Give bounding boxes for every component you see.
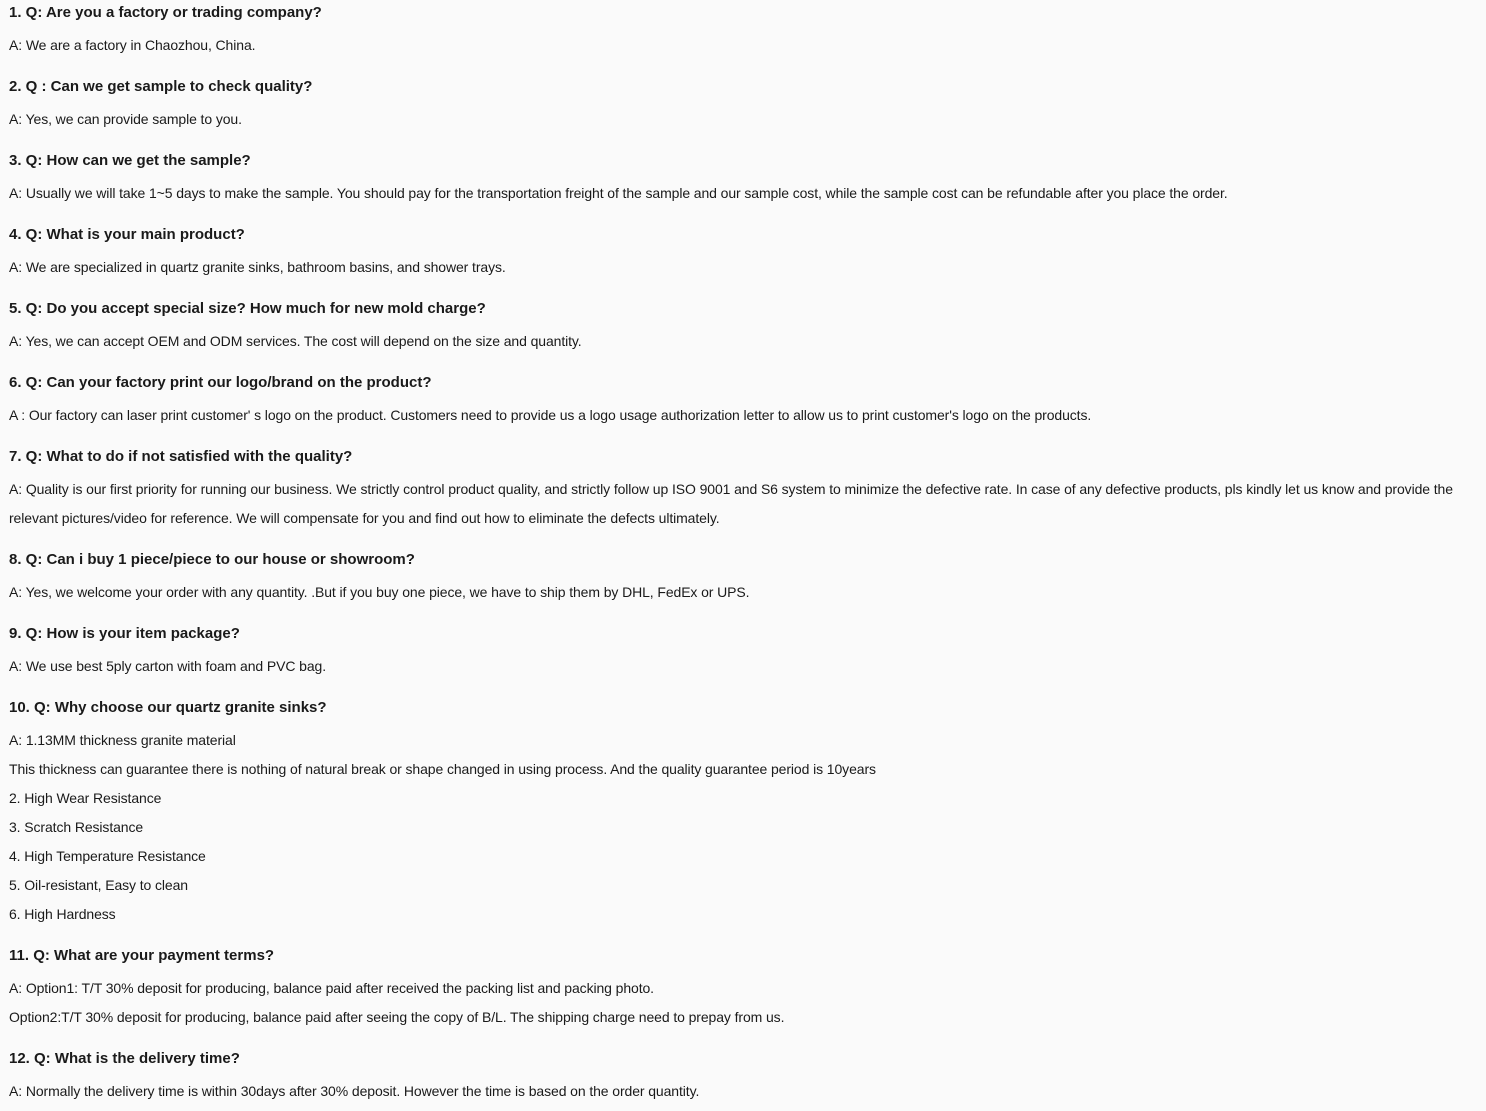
faq-question: 11. Q: What are your payment terms? bbox=[9, 947, 275, 964]
faq-item-10 bbox=[9, 697, 1478, 929]
faq-item-4 bbox=[9, 224, 1478, 282]
faq-answer: 2. High Wear Resistance bbox=[9, 790, 162, 806]
faq-question: 7. Q: What to do if not satisfied with the quality? bbox=[9, 448, 353, 465]
faq-question: 4. Q: What is your main product? bbox=[9, 226, 245, 243]
faq-answer: A: We use best 5ply carton with foam and PVC bag. bbox=[9, 658, 327, 674]
faq-answer: This thickness can guarantee there is nothing of natural break or shape changed in using process. And the quality guarantee period is 10years bbox=[9, 761, 876, 777]
faq-answer: 3. Scratch Resistance bbox=[9, 819, 144, 835]
faq-answer: A : Our factory can laser print customer' s logo on the product. Customers need to provide us a logo usage authorization letter to allow us to print customer's logo on the products. bbox=[9, 407, 1092, 423]
faq-question: 12. Q: What is the delivery time? bbox=[9, 1050, 240, 1067]
faq-question: 6. Q: Can your factory print our logo/brand on the product? bbox=[9, 374, 432, 391]
faq-question: 2. Q : Can we get sample to check quality? bbox=[9, 78, 313, 95]
faq-answer: A: 1.13MM thickness granite material bbox=[9, 732, 236, 748]
faq-question: 3. Q: How can we get the sample? bbox=[9, 152, 251, 169]
faq-question: 5. Q: Do you accept special size? How much for new mold charge? bbox=[9, 300, 486, 317]
faq-item-3 bbox=[9, 150, 1478, 208]
faq-answer: A: Normally the delivery time is within 30days after 30% deposit. However the time is based on the order quantity. bbox=[9, 1083, 700, 1099]
faq-item-8 bbox=[9, 549, 1478, 607]
faq-answer: A: Quality is our first priority for running our business. We strictly control product quality, and strictly follow up ISO 9001 and S6 system to minimize the defective rate. In case of any defective products, pls kindly let us know and provide the relevant pictures/video for reference. We will compensate for you and find out how to eliminate the defects ultimately. bbox=[9, 481, 1453, 526]
faq-answer: A: Yes, we welcome your order with any quantity. .But if you buy one piece, we have to ship them by DHL, FedEx or UPS. bbox=[9, 584, 750, 600]
faq-question: 8. Q: Can i buy 1 piece/piece to our house or showroom? bbox=[9, 551, 415, 568]
faq-item-2 bbox=[9, 76, 1478, 134]
faq-answer: A: Yes, we can accept OEM and ODM services. The cost will depend on the size and quantity. bbox=[9, 333, 582, 349]
faq-item-11 bbox=[9, 945, 1478, 1032]
faq-item-5 bbox=[9, 298, 1478, 356]
faq-answer: A: Yes, we can provide sample to you. bbox=[9, 111, 242, 127]
faq-answer: A: Option1: T/T 30% deposit for producing, balance paid after received the packing list and packing photo. bbox=[9, 980, 654, 996]
faq-question: 10. Q: Why choose our quartz granite sinks? bbox=[9, 699, 327, 716]
faq-answer: 4. High Temperature Resistance bbox=[9, 848, 206, 864]
faq-item-6 bbox=[9, 372, 1478, 430]
faq-item-12 bbox=[9, 1048, 1478, 1106]
faq-answer: A: We are specialized in quartz granite sinks, bathroom basins, and shower trays. bbox=[9, 259, 506, 275]
faq-answer: Option2:T/T 30% deposit for producing, balance paid after seeing the copy of B/L. The shipping charge need to prepay from us. bbox=[9, 1009, 785, 1025]
faq-question: 1. Q: Are you a factory or trading company? bbox=[9, 4, 322, 21]
faq-answer: A: Usually we will take 1~5 days to make the sample. You should pay for the transportation freight of the sample and our sample cost, while the sample cost can be refundable after you place the order. bbox=[9, 185, 1228, 201]
faq-answer: 6. High Hardness bbox=[9, 906, 116, 922]
faq-item-7 bbox=[9, 446, 1478, 533]
faq-answer: A: We are a factory in Chaozhou, China. bbox=[9, 37, 256, 53]
faq-question: 9. Q: How is your item package? bbox=[9, 625, 240, 642]
faq-item-9 bbox=[9, 623, 1478, 681]
faq-item-1 bbox=[9, 2, 1478, 60]
faq-answer: 5. Oil-resistant, Easy to clean bbox=[9, 877, 188, 893]
